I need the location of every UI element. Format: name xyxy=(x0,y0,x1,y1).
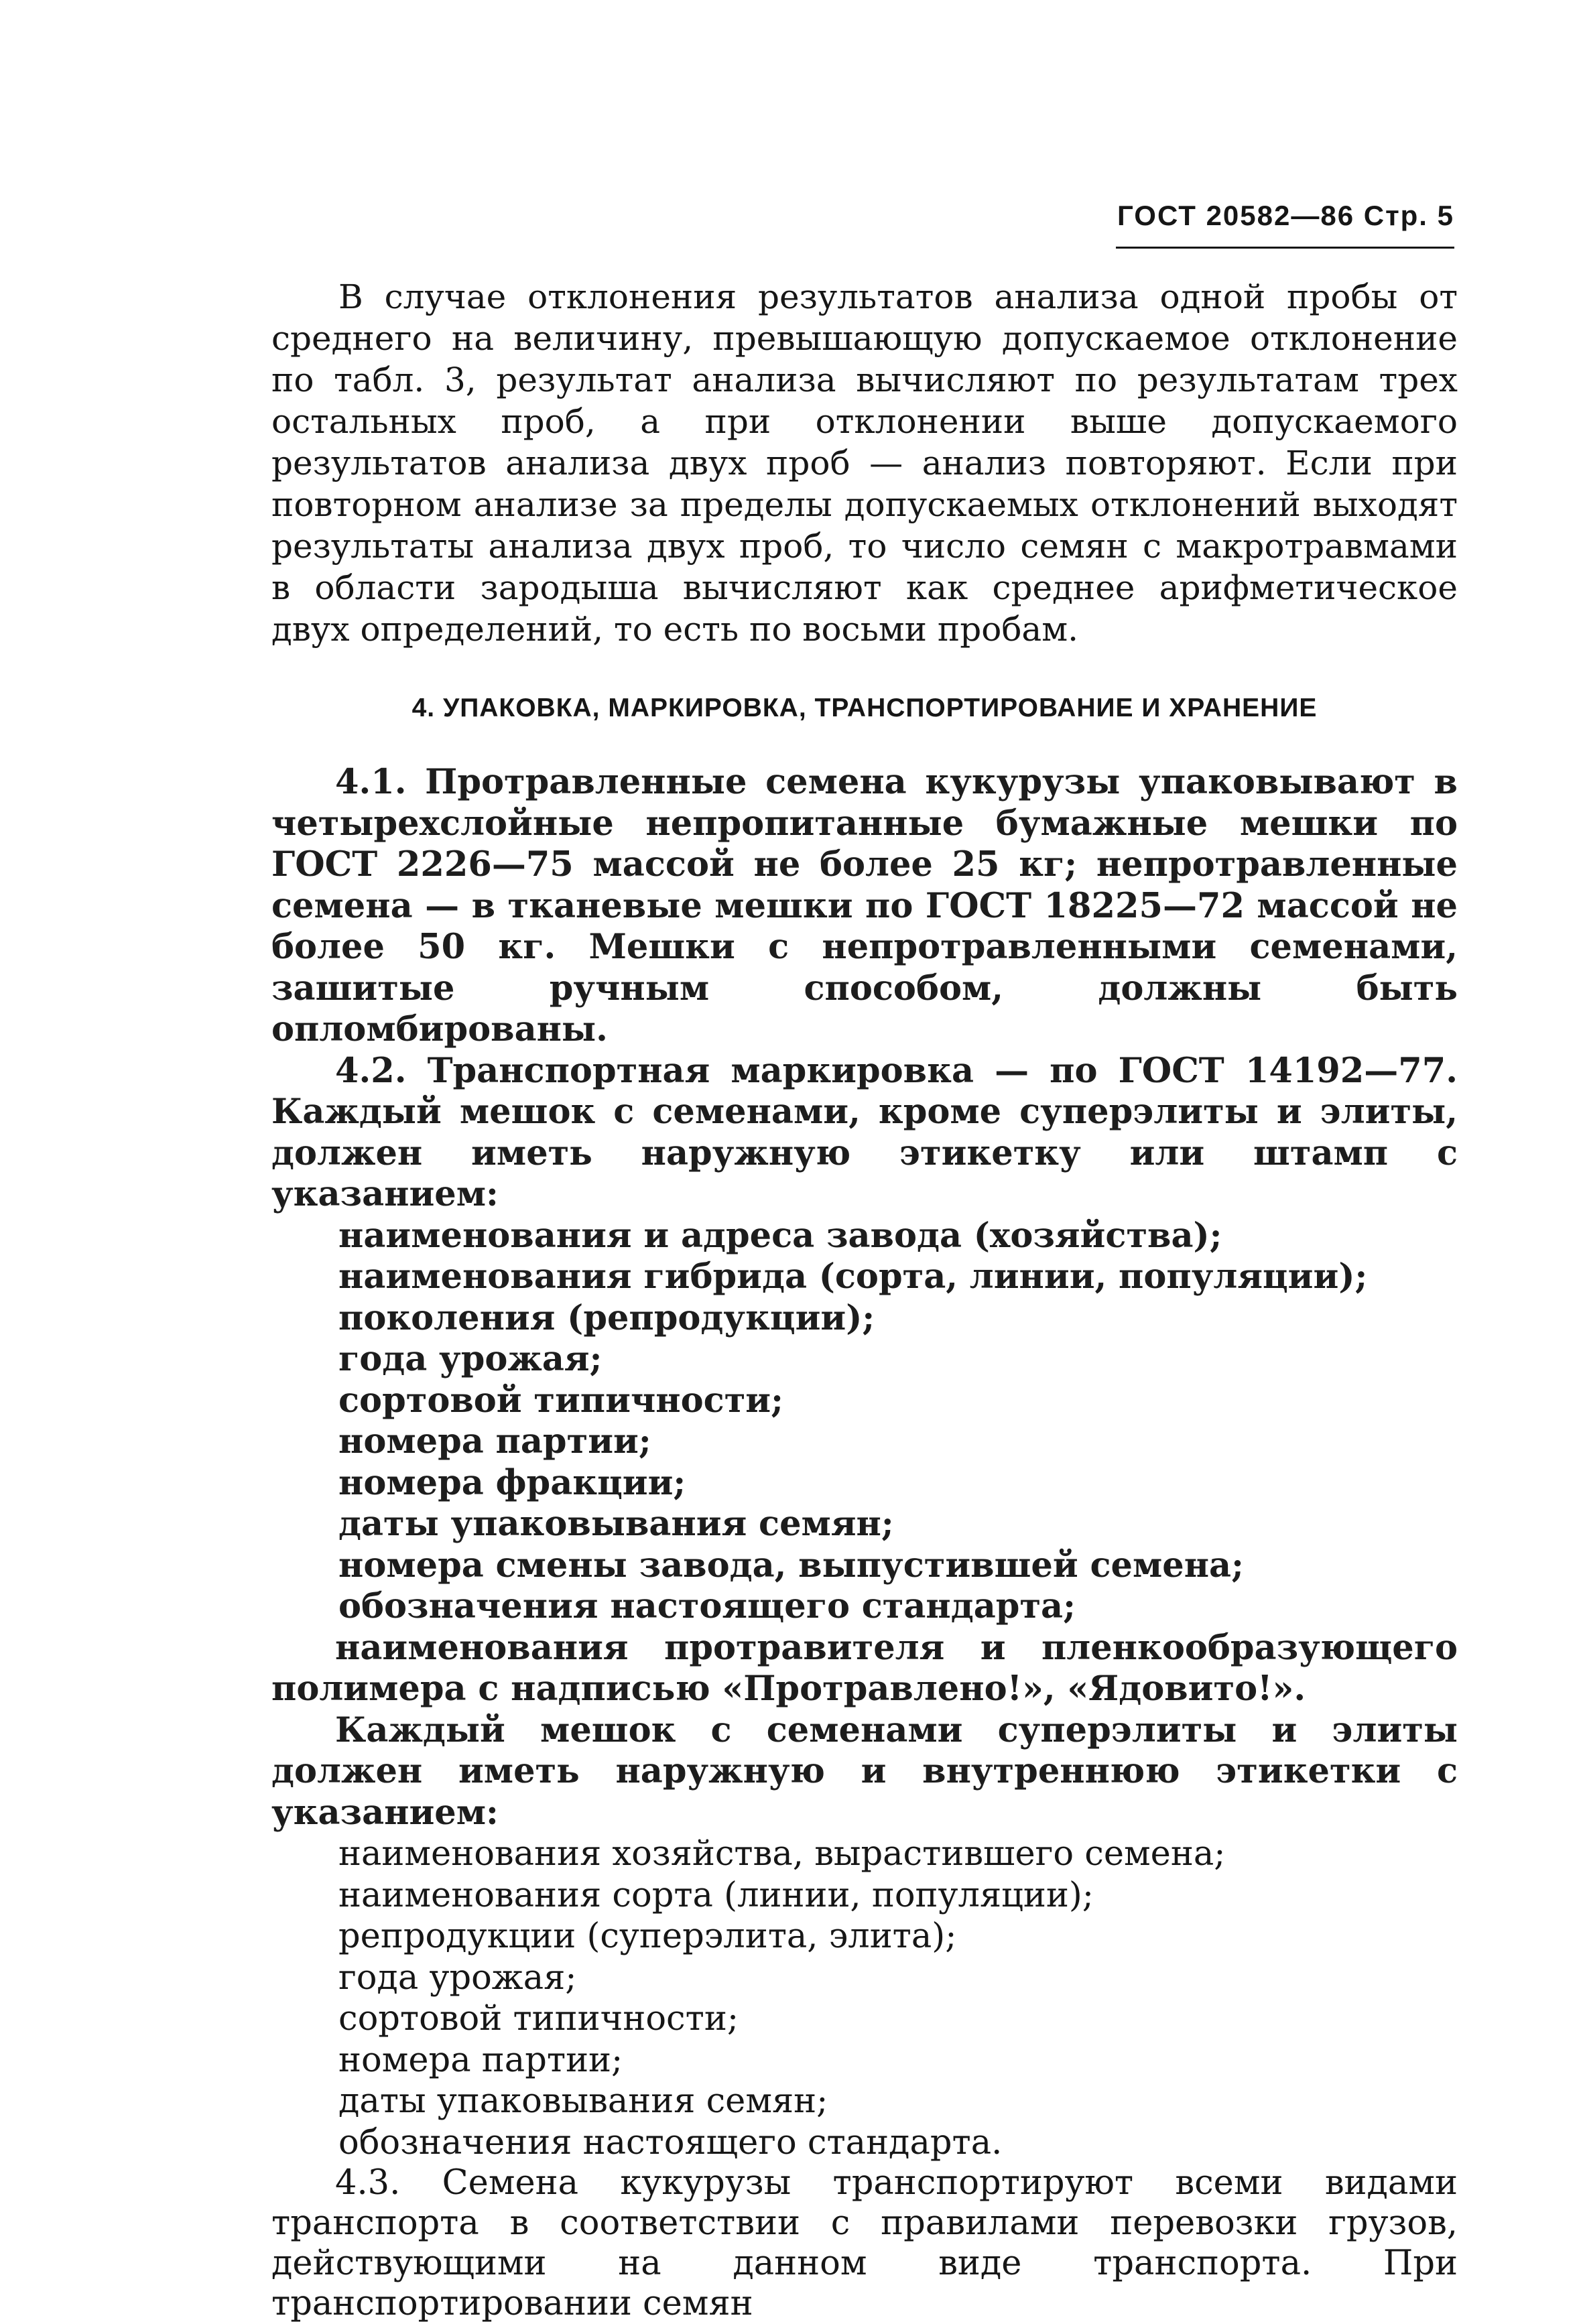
section-4-heading: 4. УПАКОВКА, МАРКИРОВКА, ТРАНСПОРТИРОВАНИЕ И ХРАНЕНИЕ xyxy=(412,694,1318,722)
page-header: ГОСТ 20582—86 Стр. 5 xyxy=(1116,194,1454,249)
intro-paragraph: В случае отклонения результатов анализа одной пробы от среднего на величину, превышающую допускаемое отклонение по табл. 3, результат анализа вычисляют по результатам трех остальных проб, а при отклонении выше допускаемого результатов анализа двух проб — анализ повторяют. Если при повторном анализе за пределы допускаемых отклонений выходят результаты анализа двух проб, то число семян с макротравмами в области зародыша вычисляют как среднее арифметическое двух определений, то есть по восьми пробам. xyxy=(271,277,1458,649)
list-item: сортовой типичности; xyxy=(338,1380,783,1421)
clause-4-2: 4.2. Транспортная маркировка — по ГОСТ 14192—77. Каждый мешок с семенами, кроме суперэлиты и элиты, должен иметь наружную этикетку или штамп с указанием: xyxy=(271,1050,1458,1214)
list-item: обозначения настоящего стандарта; xyxy=(338,1586,1076,1626)
list-item: года урожая; xyxy=(338,1957,577,1998)
list-item: даты упаковывания семян; xyxy=(338,1504,894,1544)
list-item: сортовой типичности; xyxy=(338,1999,739,2039)
list-item: номера партии; xyxy=(338,2040,623,2080)
list-item: номера смены завода, выпустившей семена; xyxy=(338,1545,1244,1586)
list-item: номера партии; xyxy=(338,1421,651,1462)
list-item: номера фракции; xyxy=(338,1462,686,1503)
marking-list-last-item: наименования протравителя и пленкообразующего полимера с надписью «Протравлено!», «Ядовито!». xyxy=(271,1627,1458,1709)
list-item: репродукции (суперэлита, элита); xyxy=(338,1917,957,1956)
list-item: наименования хозяйства, вырастившего семена; xyxy=(338,1834,1226,1874)
list-item: обозначения настоящего стандарта. xyxy=(338,2122,1003,2162)
clause-4-3: 4.3. Семена кукурузы транспортируют всеми видами транспорта в соответствии с правилами перевозки грузов, действующими на данном виде транспорта. При транспортировании семян xyxy=(271,2163,1458,2323)
list-item: года урожая; xyxy=(338,1339,603,1379)
document-body xyxy=(271,276,1458,2324)
list-item: наименования сорта (линии, популяции); xyxy=(338,1875,1094,1915)
elite-marking-list xyxy=(271,1833,1458,2163)
clause-4-1: 4.1. Протравленные семена кукурузы упаковывают в четырехслойные непропитанные бумажные мешки по ГОСТ 2226—75 массой не более 25 кг; непротравленные семена — в тканевые мешки по ГОСТ 18225—72 массой не более 50 кг. Мешки с непротравленными семенами, зашитые ручным способом, должны быть опломбированы. xyxy=(271,762,1458,1049)
list-item: даты упаковывания семян; xyxy=(338,2081,828,2121)
list-item: наименования и адреса завода (хозяйства); xyxy=(338,1215,1222,1256)
marking-list xyxy=(271,1216,1458,1628)
list-item: поколения (репродукции); xyxy=(338,1297,875,1338)
list-item: наименования гибрида (сорта, линии, популяции); xyxy=(338,1256,1368,1297)
elite-paragraph: Каждый мешок с семенами суперэлиты и элиты должен иметь наружную и внутреннюю этикетки с указанием: xyxy=(271,1709,1458,1833)
